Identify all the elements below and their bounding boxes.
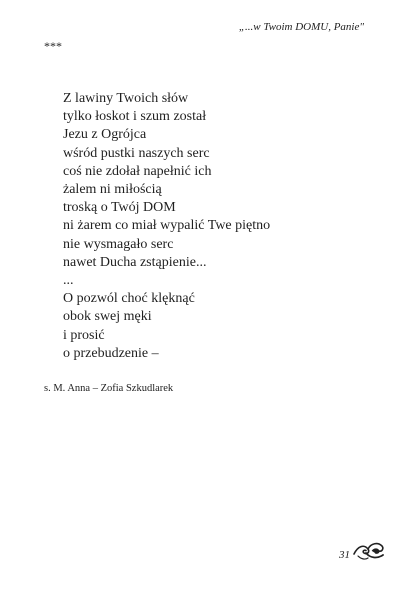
poem-line: nawet Ducha zstąpienie... (63, 254, 207, 270)
poem-text (63, 90, 270, 363)
poem-line: wśród pustki naszych serc (63, 145, 210, 161)
poem-line: troską o Twój DOM (63, 200, 176, 216)
page-number: 31 (339, 549, 350, 561)
flourish-ornament-icon (352, 540, 386, 562)
poem-line: Jezu z Ogrójca (63, 127, 147, 143)
poem-line: tylko łoskot i szum został (63, 109, 207, 125)
poem-line: nie wysmagało serc (63, 236, 174, 252)
poem-line: Z lawiny Twoich słów (63, 91, 189, 106)
poem-line: ni żarem co miał wypalić Twe piętno (63, 218, 271, 234)
section-mark-asterisks: *** (44, 39, 62, 53)
running-header-title: „...w Twoim DOMU, Panie" (238, 21, 364, 33)
poem-line: O pozwól choć klęknąć (63, 291, 195, 307)
author-signature: s. M. Anna – Zofia Szkudlarek (44, 383, 174, 394)
poem-line: żalem ni miłością (63, 182, 162, 198)
poem-line: o przebudzenie – (63, 345, 159, 361)
poem-line: i prosić (63, 327, 105, 343)
poem-line: coś nie zdołał napełnić ich (63, 163, 212, 179)
poem-line: ... (63, 273, 74, 289)
poem-line: obok swej męki (63, 309, 152, 325)
